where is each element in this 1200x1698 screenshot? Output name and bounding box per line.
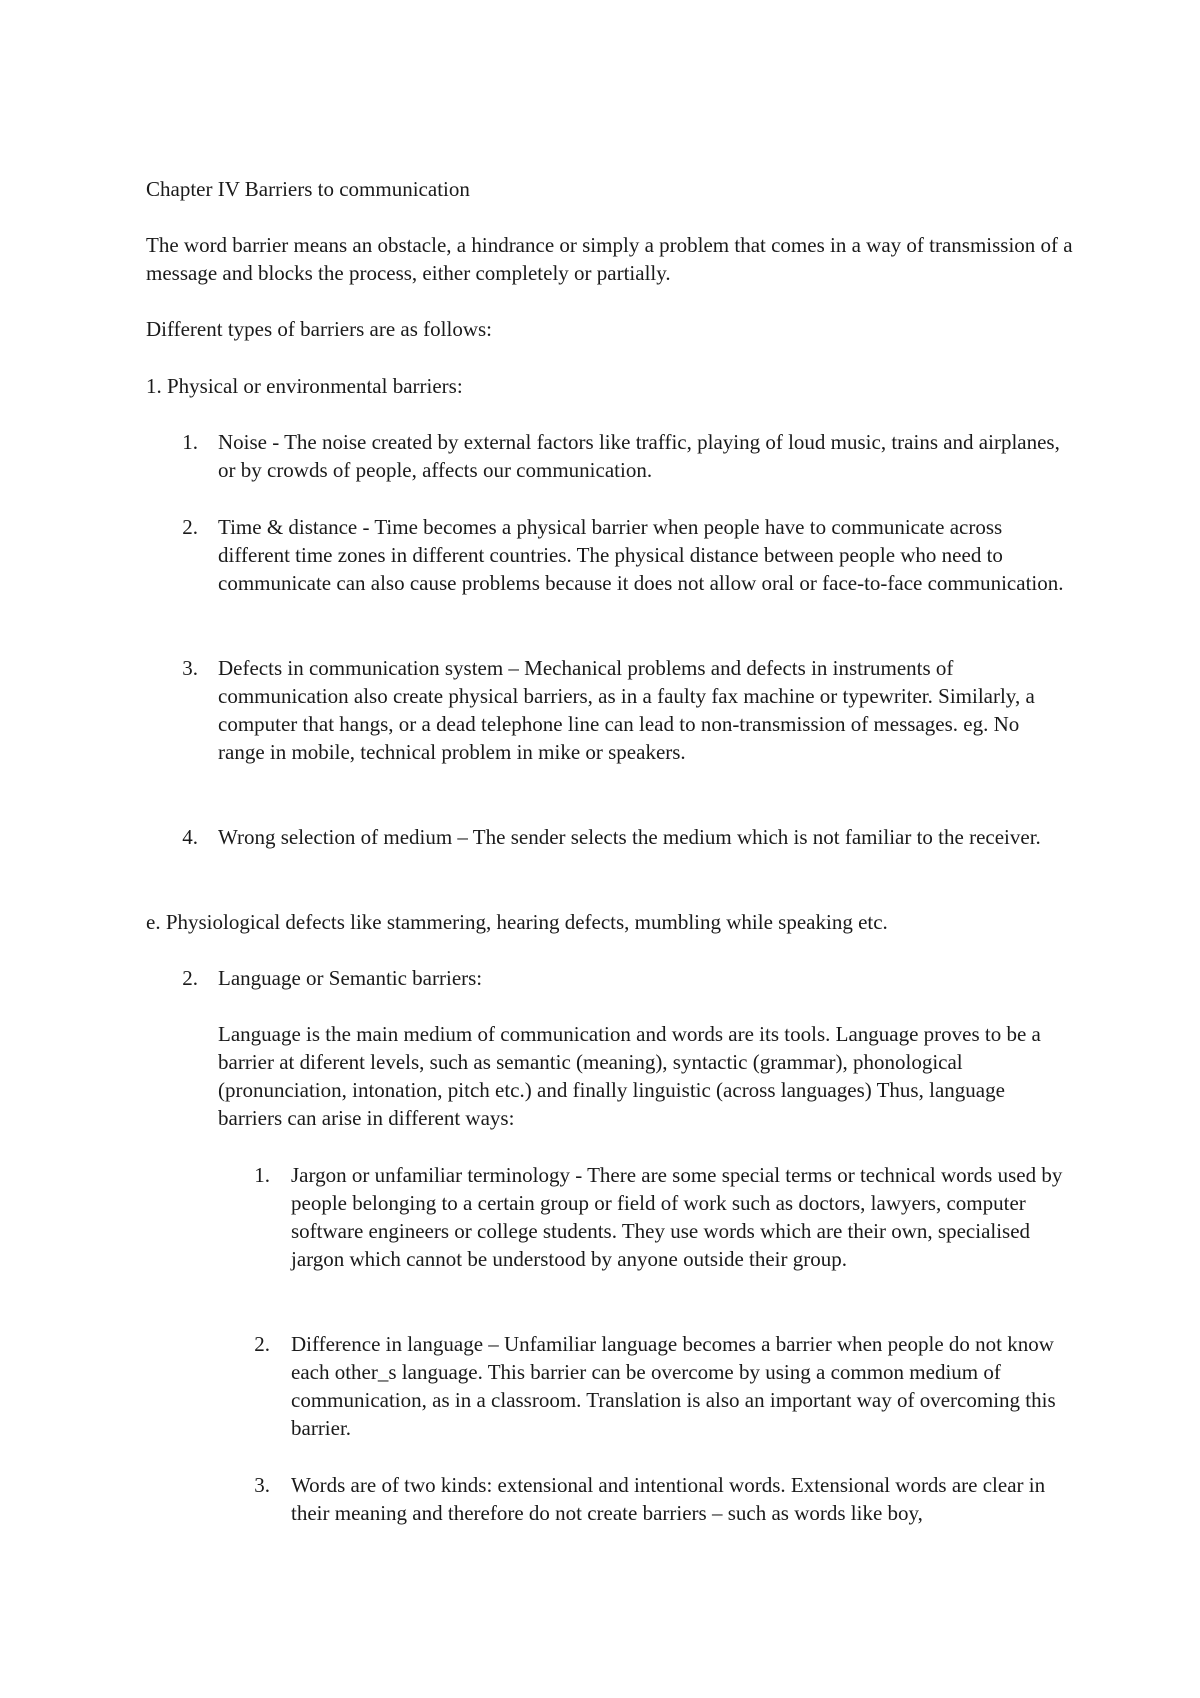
- physiological-defects-line: e. Physiological defects like stammering, hearing defects, mumbling while speaking etc.: [146, 910, 888, 934]
- list-item-number: 3.: [182, 656, 198, 680]
- list-item-number: 4.: [182, 825, 198, 849]
- list-item-difference-language: Difference in language – Unfamiliar language becomes a barrier when people do not know each other_s language. This barrier can be overcome by using a common medium of communication, as in a classroom. Translation is also an important way of overcoming this barrier.: [291, 1332, 1056, 1440]
- list-item-number: 2.: [182, 966, 198, 990]
- list-item-defects: Defects in communication system – Mechanical problems and defects in instruments of communication also create physical barriers, as in a faulty fax machine or typewriter. Similarly, a computer that hangs, or a dead telephone line can lead to non-transmission of messages. eg. No range in mobile, technical problem in mike or speakers.: [218, 656, 1035, 764]
- chapter-title: Chapter IV Barriers to communication: [146, 177, 470, 201]
- list-item-number: 2.: [182, 515, 198, 539]
- list-item-number: 3.: [254, 1473, 270, 1497]
- intro-paragraph: The word barrier means an obstacle, a hindrance or simply a problem that comes in a way of transmission of a message and blocks the process, either completely or partially.: [146, 233, 1073, 285]
- physical-barriers-heading: 1. Physical or environmental barriers:: [146, 374, 463, 398]
- language-barriers-heading: Language or Semantic barriers:: [218, 966, 483, 990]
- list-item-time-distance: Time & distance - Time becomes a physical barrier when people have to communicate across different time zones in different countries. The physical distance between people who need to communicate can also cause problems because it does not allow oral or face-to-face communication.: [218, 515, 1064, 595]
- list-item-jargon: Jargon or unfamiliar terminology - There are some special terms or technical words used by people belonging to a certain group or field of work such as doctors, lawyers, computer software engineers or college students. They use words which are their own, specialised jargon which cannot be understood by anyone outside their group.: [291, 1163, 1063, 1271]
- list-item-noise: Noise - The noise created by external factors like traffic, playing of loud music, trains and airplanes, or by crowds of people, affects our communication.: [218, 430, 1060, 482]
- list-item-number: 1.: [254, 1163, 270, 1187]
- list-item-wrong-medium: Wrong selection of medium – The sender selects the medium which is not familiar to the receiver.: [218, 825, 1041, 849]
- list-item-words-kinds: Words are of two kinds: extensional and intentional words. Extensional words are clear in their meaning and therefore do not create barriers – such as words like boy,: [291, 1473, 1046, 1525]
- types-heading: Different types of barriers are as follows:: [146, 317, 492, 341]
- language-intro-paragraph: Language is the main medium of communication and words are its tools. Language proves to be a barrier at diferent levels, such as semantic (meaning), syntactic (grammar), phonological (pronunciation, intonation, pitch etc.) and finally linguistic (across languages) Thus, language barriers can arise in different ways:: [218, 1022, 1041, 1130]
- list-item-number: 1.: [182, 430, 198, 454]
- list-item-number: 2.: [254, 1332, 270, 1356]
